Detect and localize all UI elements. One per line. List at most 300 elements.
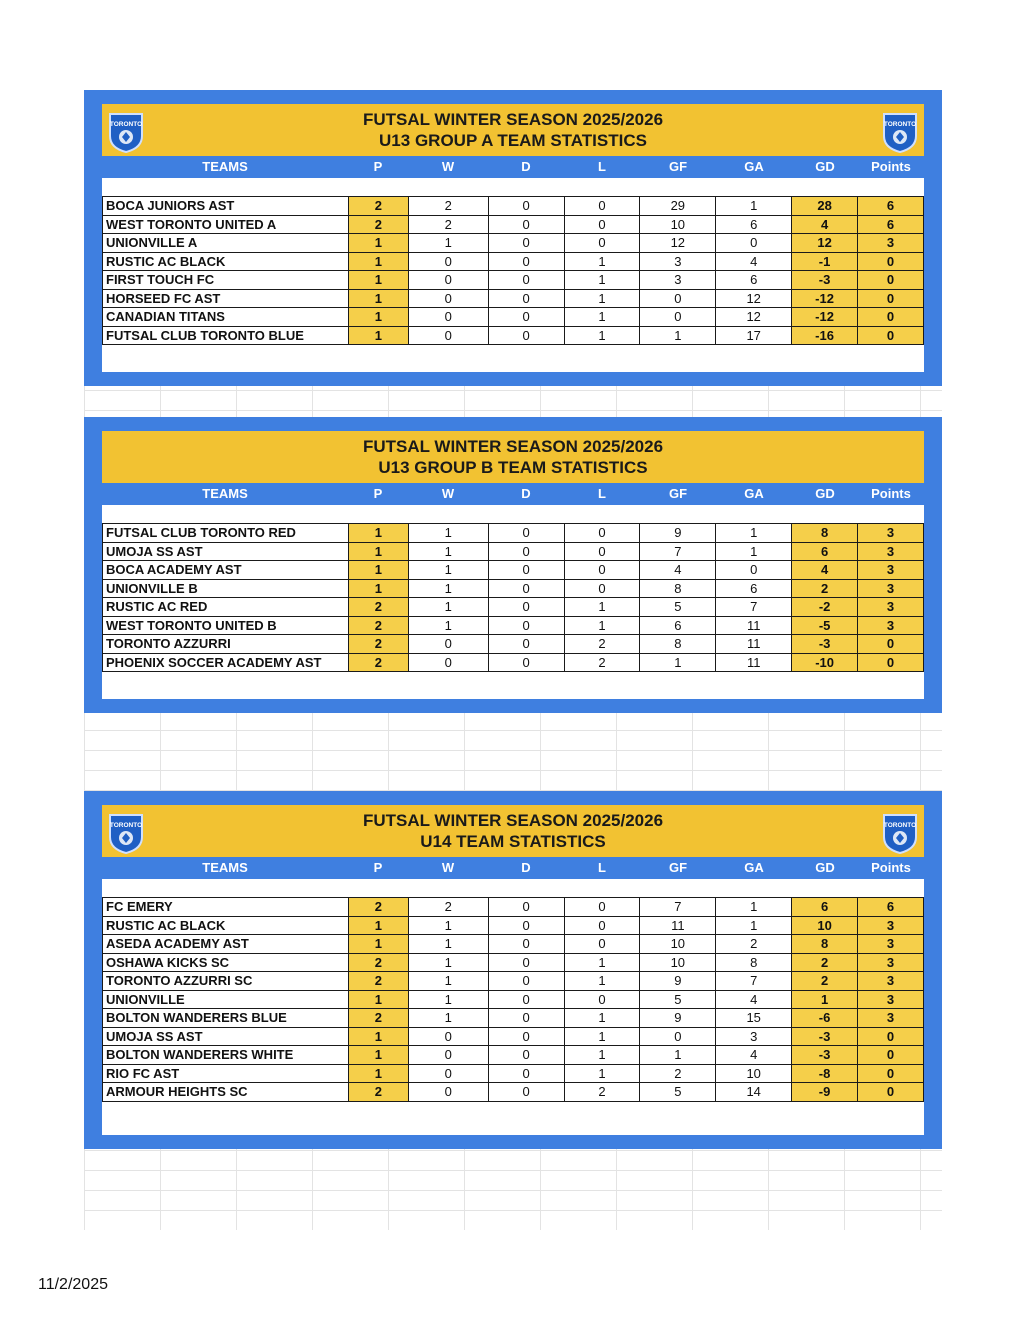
cell-d: 0 xyxy=(488,1009,564,1028)
cell-p: 1 xyxy=(348,271,408,290)
table-row xyxy=(103,635,924,654)
cell-gf: 1 xyxy=(640,326,716,345)
cell-ga: 11 xyxy=(716,653,792,672)
cell-w: 0 xyxy=(408,252,488,271)
col-header-p: P xyxy=(373,486,383,501)
cell-l: 0 xyxy=(564,579,640,598)
cell-d: 0 xyxy=(488,1064,564,1083)
col-header-p: P xyxy=(373,860,383,875)
cell-gd: -16 xyxy=(792,326,858,345)
cell-team: TORONTO AZZURRI SC xyxy=(103,972,349,991)
cell-p: 2 xyxy=(348,953,408,972)
table-row xyxy=(103,579,924,598)
cell-w: 0 xyxy=(408,308,488,327)
cell-points: 0 xyxy=(858,1064,924,1083)
cell-p: 1 xyxy=(348,990,408,1009)
cell-d: 0 xyxy=(488,215,564,234)
cell-l: 1 xyxy=(564,289,640,308)
footer-date: 11/2/2025 xyxy=(38,1276,108,1293)
col-header-ga: GA xyxy=(744,860,764,875)
cell-p: 1 xyxy=(348,561,408,580)
cell-d: 0 xyxy=(488,635,564,654)
cell-d: 0 xyxy=(488,289,564,308)
cell-ga: 6 xyxy=(716,215,792,234)
season-title: FUTSAL WINTER SEASON 2025/2026 xyxy=(362,811,664,830)
cell-team: UNIONVILLE A xyxy=(103,234,349,253)
cell-gd: 8 xyxy=(792,524,858,543)
cell-gd: 2 xyxy=(792,579,858,598)
cell-l: 1 xyxy=(564,598,640,617)
cell-points: 0 xyxy=(858,1046,924,1065)
cell-w: 1 xyxy=(408,972,488,991)
cell-ga: 4 xyxy=(716,990,792,1009)
cell-team: UNIONVILLE xyxy=(103,990,349,1009)
cell-d: 0 xyxy=(488,579,564,598)
stats-block-u13-group-a xyxy=(84,90,942,386)
table-row xyxy=(103,616,924,635)
table-row xyxy=(103,653,924,672)
cell-gf: 10 xyxy=(640,215,716,234)
table-row xyxy=(103,953,924,972)
cell-team: RUSTIC AC BLACK xyxy=(103,916,349,935)
table-row xyxy=(103,935,924,954)
cell-w: 1 xyxy=(408,953,488,972)
cell-ga: 10 xyxy=(716,1064,792,1083)
cell-points: 3 xyxy=(858,990,924,1009)
cell-team: ARMOUR HEIGHTS SC xyxy=(103,1083,349,1102)
cell-points: 3 xyxy=(858,542,924,561)
stats-table xyxy=(102,897,924,1102)
col-header-l: L xyxy=(598,159,606,174)
cell-points: 3 xyxy=(858,234,924,253)
cell-d: 0 xyxy=(488,542,564,561)
cell-team: UNIONVILLE B xyxy=(103,579,349,598)
cell-d: 0 xyxy=(488,953,564,972)
cell-gf: 8 xyxy=(640,579,716,598)
table-row xyxy=(103,1046,924,1065)
cell-l: 1 xyxy=(564,1009,640,1028)
cell-gf: 0 xyxy=(640,308,716,327)
cell-gf: 4 xyxy=(640,561,716,580)
cell-ga: 2 xyxy=(716,935,792,954)
stats-table xyxy=(102,196,924,345)
cell-team: BOLTON WANDERERS BLUE xyxy=(103,1009,349,1028)
cell-p: 2 xyxy=(348,215,408,234)
cell-ga: 6 xyxy=(716,579,792,598)
cell-w: 2 xyxy=(408,898,488,917)
cell-gd: 2 xyxy=(792,972,858,991)
table-row xyxy=(103,308,924,327)
col-header-ga: GA xyxy=(744,486,764,501)
stats-block-u14 xyxy=(84,791,942,1149)
cell-w: 0 xyxy=(408,1027,488,1046)
table-row xyxy=(103,990,924,1009)
cell-w: 0 xyxy=(408,326,488,345)
table-row xyxy=(103,972,924,991)
stats-block-u13-group-b xyxy=(84,417,942,713)
cell-w: 0 xyxy=(408,271,488,290)
cell-gf: 10 xyxy=(640,935,716,954)
cell-d: 0 xyxy=(488,326,564,345)
cell-d: 0 xyxy=(488,197,564,216)
cell-ga: 12 xyxy=(716,308,792,327)
group-subtitle: U13 GROUP B TEAM STATISTICS xyxy=(378,458,648,477)
cell-points: 0 xyxy=(858,252,924,271)
cell-l: 0 xyxy=(564,561,640,580)
cell-team: UMOJA SS AST xyxy=(103,542,349,561)
col-header-points: Points xyxy=(871,860,911,875)
table-row xyxy=(103,252,924,271)
cell-p: 1 xyxy=(348,234,408,253)
cell-l: 2 xyxy=(564,635,640,654)
cell-team: WEST TORONTO UNITED B xyxy=(103,616,349,635)
cell-l: 0 xyxy=(564,916,640,935)
cell-gd: -1 xyxy=(792,252,858,271)
col-header-gd: GD xyxy=(815,860,835,875)
col-header-gf: GF xyxy=(668,860,688,875)
cell-team: HORSEED FC AST xyxy=(103,289,349,308)
cell-gf: 12 xyxy=(640,234,716,253)
cell-l: 1 xyxy=(564,972,640,991)
table-row xyxy=(103,1083,924,1102)
cell-ga: 14 xyxy=(716,1083,792,1102)
block-inner xyxy=(102,805,924,1135)
group-subtitle: U14 TEAM STATISTICS xyxy=(420,832,606,851)
cell-w: 1 xyxy=(408,1009,488,1028)
crest-text: TORONTO xyxy=(883,822,917,829)
cell-gd: -3 xyxy=(792,1027,858,1046)
cell-w: 1 xyxy=(408,616,488,635)
cell-gf: 5 xyxy=(640,598,716,617)
cell-gd: 28 xyxy=(792,197,858,216)
table-row xyxy=(103,1009,924,1028)
table-row xyxy=(103,289,924,308)
cell-l: 0 xyxy=(564,935,640,954)
table-row xyxy=(103,916,924,935)
cell-w: 0 xyxy=(408,653,488,672)
toronto-crest-icon xyxy=(880,110,920,154)
season-title: FUTSAL WINTER SEASON 2025/2026 xyxy=(362,437,664,456)
cell-p: 1 xyxy=(348,1046,408,1065)
cell-gf: 10 xyxy=(640,953,716,972)
cell-points: 3 xyxy=(858,953,924,972)
crest-text: TORONTO xyxy=(883,121,917,128)
cell-gd: -12 xyxy=(792,308,858,327)
table-row xyxy=(103,1064,924,1083)
cell-w: 1 xyxy=(408,579,488,598)
cell-p: 2 xyxy=(348,1083,408,1102)
cell-gd: -3 xyxy=(792,635,858,654)
cell-points: 3 xyxy=(858,935,924,954)
title-band xyxy=(102,104,924,156)
cell-gd: 6 xyxy=(792,542,858,561)
column-header-row xyxy=(102,483,924,505)
cell-ga: 4 xyxy=(716,1046,792,1065)
cell-gf: 7 xyxy=(640,898,716,917)
cell-d: 0 xyxy=(488,990,564,1009)
col-header-d: D xyxy=(521,860,531,875)
cell-l: 0 xyxy=(564,215,640,234)
cell-points: 3 xyxy=(858,561,924,580)
cell-points: 6 xyxy=(858,898,924,917)
cell-ga: 1 xyxy=(716,916,792,935)
cell-points: 0 xyxy=(858,308,924,327)
cell-points: 0 xyxy=(858,653,924,672)
cell-p: 1 xyxy=(348,579,408,598)
cell-gf: 6 xyxy=(640,616,716,635)
cell-gd: -2 xyxy=(792,598,858,617)
cell-points: 3 xyxy=(858,579,924,598)
cell-gd: 2 xyxy=(792,953,858,972)
cell-l: 2 xyxy=(564,653,640,672)
cell-p: 1 xyxy=(348,308,408,327)
cell-points: 3 xyxy=(858,524,924,543)
cell-d: 0 xyxy=(488,916,564,935)
col-header-gf: GF xyxy=(668,486,688,501)
cell-team: BOCA ACADEMY AST xyxy=(103,561,349,580)
cell-w: 1 xyxy=(408,542,488,561)
title-band xyxy=(102,805,924,857)
cell-w: 1 xyxy=(408,598,488,617)
cell-ga: 1 xyxy=(716,197,792,216)
cell-points: 0 xyxy=(858,326,924,345)
cell-p: 2 xyxy=(348,598,408,617)
col-header-teams: TEAMS xyxy=(202,860,248,875)
col-header-points: Points xyxy=(871,486,911,501)
table-row xyxy=(103,898,924,917)
toronto-crest-icon xyxy=(106,811,146,855)
cell-gd: 1 xyxy=(792,990,858,1009)
toronto-crest-icon xyxy=(106,110,146,154)
stats-table xyxy=(102,523,924,672)
cell-p: 1 xyxy=(348,1027,408,1046)
cell-team: FUTSAL CLUB TORONTO RED xyxy=(103,524,349,543)
cell-team: RUSTIC AC RED xyxy=(103,598,349,617)
table-row xyxy=(103,197,924,216)
table-row xyxy=(103,234,924,253)
col-header-w: W xyxy=(441,159,455,174)
cell-w: 1 xyxy=(408,916,488,935)
cell-p: 1 xyxy=(348,252,408,271)
cell-gd: -12 xyxy=(792,289,858,308)
group-subtitle: U13 GROUP A TEAM STATISTICS xyxy=(379,131,647,150)
table-row xyxy=(103,271,924,290)
cell-ga: 17 xyxy=(716,326,792,345)
cell-points: 3 xyxy=(858,972,924,991)
cell-team: PHOENIX SOCCER ACADEMY AST xyxy=(103,653,349,672)
table-row xyxy=(103,326,924,345)
title-band xyxy=(102,431,924,483)
cell-l: 1 xyxy=(564,308,640,327)
table-row xyxy=(103,215,924,234)
cell-l: 0 xyxy=(564,542,640,561)
cell-ga: 7 xyxy=(716,598,792,617)
col-header-teams: TEAMS xyxy=(202,159,248,174)
cell-ga: 1 xyxy=(716,524,792,543)
cell-d: 0 xyxy=(488,271,564,290)
cell-p: 1 xyxy=(348,524,408,543)
cell-gd: -9 xyxy=(792,1083,858,1102)
cell-l: 0 xyxy=(564,234,640,253)
cell-d: 0 xyxy=(488,524,564,543)
cell-l: 0 xyxy=(564,990,640,1009)
cell-points: 3 xyxy=(858,1009,924,1028)
cell-l: 1 xyxy=(564,1046,640,1065)
col-header-d: D xyxy=(521,486,531,501)
cell-gf: 7 xyxy=(640,542,716,561)
cell-team: RUSTIC AC BLACK xyxy=(103,252,349,271)
cell-p: 1 xyxy=(348,326,408,345)
cell-p: 2 xyxy=(348,1009,408,1028)
cell-w: 0 xyxy=(408,1083,488,1102)
cell-l: 1 xyxy=(564,953,640,972)
cell-d: 0 xyxy=(488,561,564,580)
cell-ga: 15 xyxy=(716,1009,792,1028)
table-row xyxy=(103,524,924,543)
cell-l: 1 xyxy=(564,252,640,271)
cell-w: 2 xyxy=(408,215,488,234)
cell-p: 2 xyxy=(348,972,408,991)
cell-ga: 7 xyxy=(716,972,792,991)
cell-w: 1 xyxy=(408,990,488,1009)
cell-p: 2 xyxy=(348,616,408,635)
cell-gd: 4 xyxy=(792,215,858,234)
cell-ga: 12 xyxy=(716,289,792,308)
cell-points: 0 xyxy=(858,289,924,308)
cell-points: 3 xyxy=(858,598,924,617)
cell-gd: -10 xyxy=(792,653,858,672)
cell-gd: 8 xyxy=(792,935,858,954)
col-header-points: Points xyxy=(871,159,911,174)
cell-team: TORONTO AZZURRI xyxy=(103,635,349,654)
cell-gf: 0 xyxy=(640,289,716,308)
col-header-d: D xyxy=(521,159,531,174)
cell-gf: 2 xyxy=(640,1064,716,1083)
cell-ga: 8 xyxy=(716,953,792,972)
col-header-gd: GD xyxy=(815,159,835,174)
cell-gd: 12 xyxy=(792,234,858,253)
cell-l: 0 xyxy=(564,898,640,917)
cell-p: 1 xyxy=(348,289,408,308)
cell-d: 0 xyxy=(488,252,564,271)
cell-ga: 0 xyxy=(716,561,792,580)
cell-points: 0 xyxy=(858,271,924,290)
cell-p: 2 xyxy=(348,635,408,654)
cell-ga: 1 xyxy=(716,542,792,561)
cell-l: 1 xyxy=(564,1027,640,1046)
cell-l: 0 xyxy=(564,197,640,216)
cell-gf: 3 xyxy=(640,252,716,271)
cell-points: 3 xyxy=(858,616,924,635)
cell-points: 0 xyxy=(858,1027,924,1046)
cell-l: 1 xyxy=(564,1064,640,1083)
cell-gd: -8 xyxy=(792,1064,858,1083)
col-header-gf: GF xyxy=(668,159,688,174)
cell-d: 0 xyxy=(488,598,564,617)
cell-points: 0 xyxy=(858,635,924,654)
cell-points: 3 xyxy=(858,916,924,935)
cell-w: 1 xyxy=(408,935,488,954)
col-header-teams: TEAMS xyxy=(202,486,248,501)
col-header-p: P xyxy=(373,159,383,174)
cell-d: 0 xyxy=(488,616,564,635)
cell-team: BOLTON WANDERERS WHITE xyxy=(103,1046,349,1065)
col-header-gd: GD xyxy=(815,486,835,501)
crest-text: TORONTO xyxy=(109,822,143,829)
season-title: FUTSAL WINTER SEASON 2025/2026 xyxy=(362,110,664,129)
cell-l: 1 xyxy=(564,616,640,635)
cell-team: CANADIAN TITANS xyxy=(103,308,349,327)
cell-team: OSHAWA KICKS SC xyxy=(103,953,349,972)
cell-l: 2 xyxy=(564,1083,640,1102)
cell-d: 0 xyxy=(488,1027,564,1046)
cell-w: 2 xyxy=(408,197,488,216)
cell-p: 2 xyxy=(348,653,408,672)
crest-text: TORONTO xyxy=(109,121,143,128)
cell-gf: 8 xyxy=(640,635,716,654)
cell-ga: 1 xyxy=(716,898,792,917)
cell-w: 0 xyxy=(408,289,488,308)
cell-team: RIO FC AST xyxy=(103,1064,349,1083)
col-header-w: W xyxy=(441,860,455,875)
cell-w: 1 xyxy=(408,561,488,580)
cell-gf: 11 xyxy=(640,916,716,935)
table-row xyxy=(103,1027,924,1046)
cell-gf: 5 xyxy=(640,1083,716,1102)
cell-d: 0 xyxy=(488,1046,564,1065)
cell-gd: 4 xyxy=(792,561,858,580)
cell-d: 0 xyxy=(488,1083,564,1102)
cell-d: 0 xyxy=(488,234,564,253)
cell-d: 0 xyxy=(488,898,564,917)
toronto-crest-icon xyxy=(880,811,920,855)
cell-ga: 3 xyxy=(716,1027,792,1046)
cell-gf: 1 xyxy=(640,1046,716,1065)
col-header-l: L xyxy=(598,486,606,501)
cell-gf: 0 xyxy=(640,1027,716,1046)
cell-d: 0 xyxy=(488,972,564,991)
cell-l: 1 xyxy=(564,326,640,345)
cell-l: 1 xyxy=(564,271,640,290)
cell-gf: 9 xyxy=(640,972,716,991)
cell-gf: 29 xyxy=(640,197,716,216)
cell-ga: 0 xyxy=(716,234,792,253)
cell-ga: 11 xyxy=(716,635,792,654)
cell-gf: 1 xyxy=(640,653,716,672)
cell-ga: 11 xyxy=(716,616,792,635)
cell-d: 0 xyxy=(488,653,564,672)
col-header-l: L xyxy=(598,860,606,875)
block-inner xyxy=(102,104,924,372)
cell-points: 0 xyxy=(858,1083,924,1102)
cell-team: FIRST TOUCH FC xyxy=(103,271,349,290)
cell-team: BOCA JUNIORS AST xyxy=(103,197,349,216)
cell-p: 1 xyxy=(348,542,408,561)
cell-ga: 6 xyxy=(716,271,792,290)
cell-w: 0 xyxy=(408,1046,488,1065)
table-row xyxy=(103,598,924,617)
table-row xyxy=(103,542,924,561)
cell-w: 0 xyxy=(408,635,488,654)
block-inner xyxy=(102,431,924,699)
cell-team: FC EMERY xyxy=(103,898,349,917)
cell-gd: -5 xyxy=(792,616,858,635)
col-header-ga: GA xyxy=(744,159,764,174)
cell-w: 1 xyxy=(408,234,488,253)
cell-d: 0 xyxy=(488,308,564,327)
cell-p: 1 xyxy=(348,916,408,935)
cell-gd: -3 xyxy=(792,1046,858,1065)
